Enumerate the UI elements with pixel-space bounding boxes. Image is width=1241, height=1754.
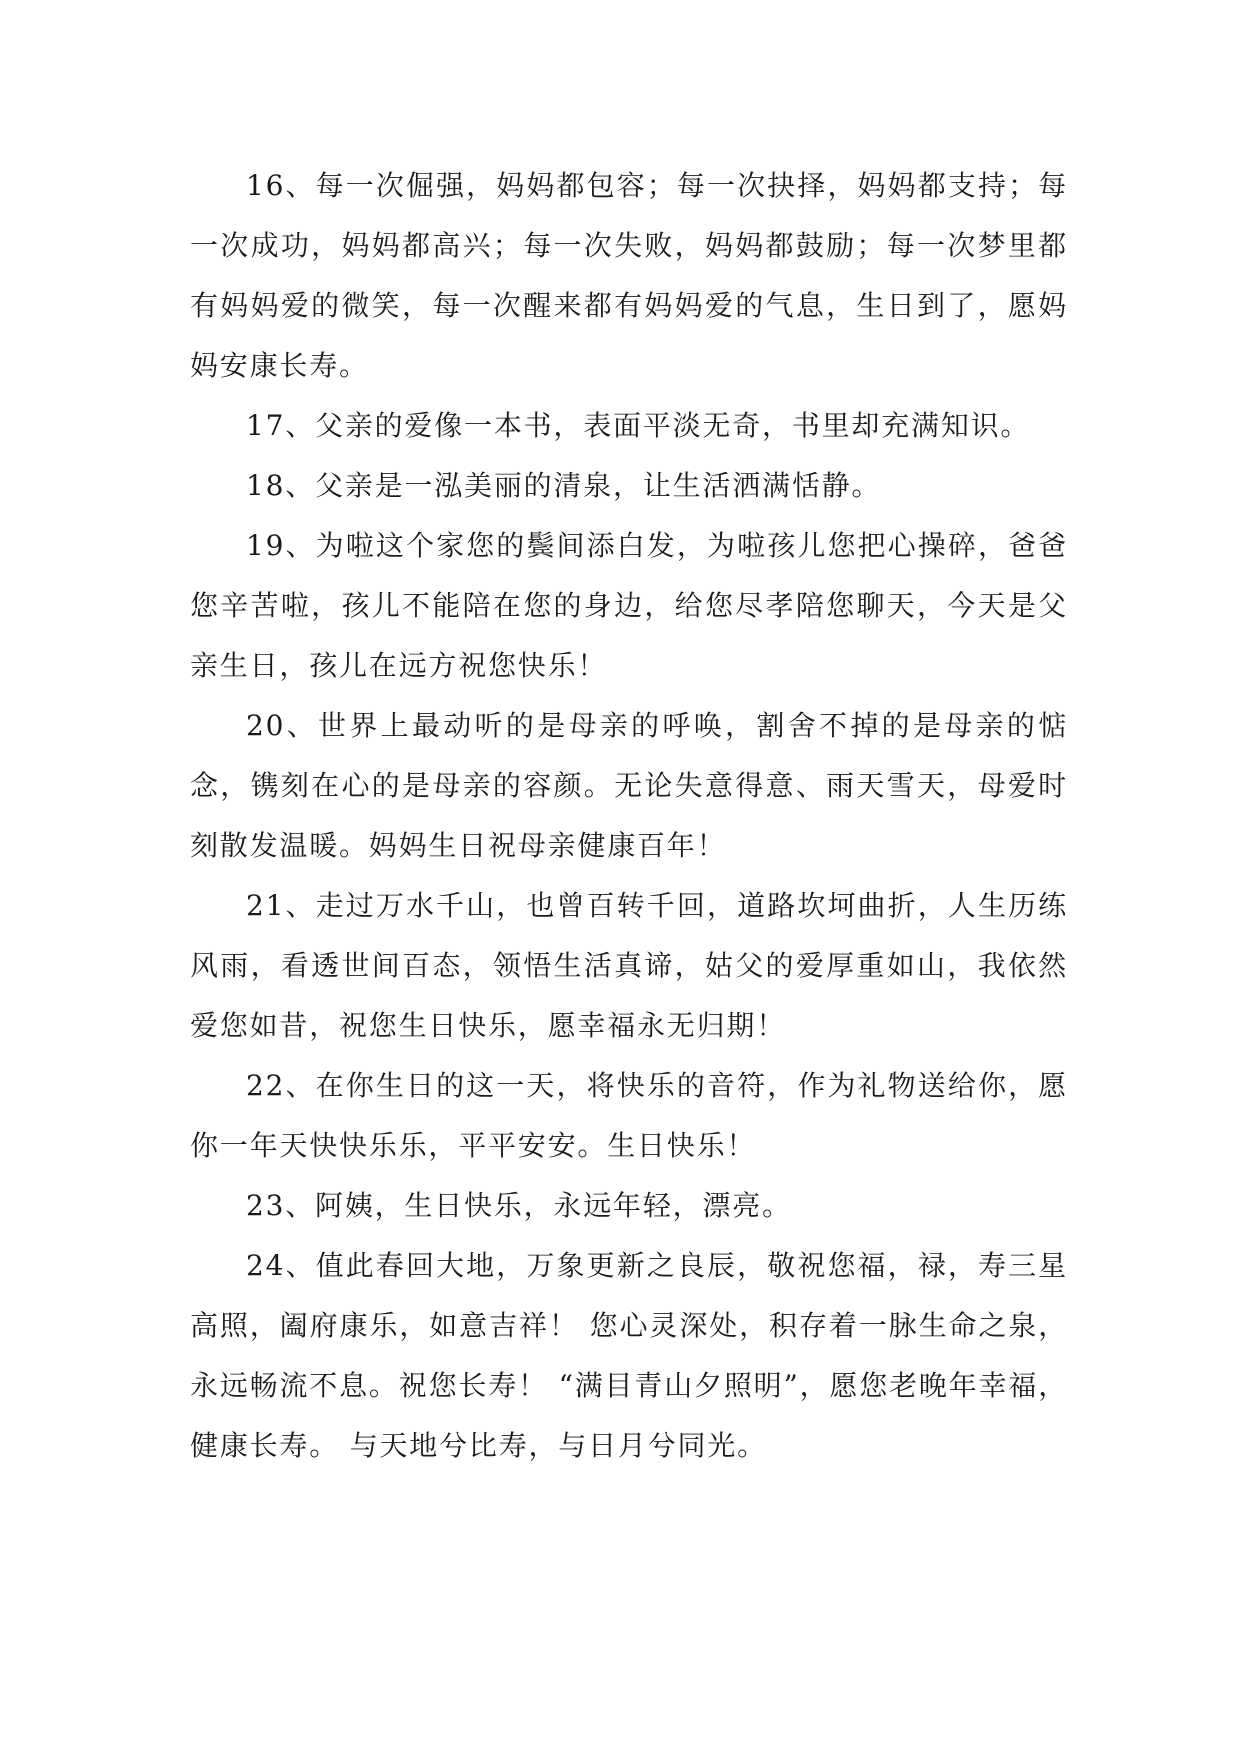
- document-body: [190, 156, 1068, 1476]
- paragraph-23: 23、阿姨，生日快乐，永远年轻，漂亮。: [246, 1189, 792, 1222]
- paragraph-19: 19、为啦这个家您的鬓间添白发，为啦孩儿您把心操碎，爸爸您辛苦啦，孩儿不能陪在您的身边，给您尽孝陪您聊天，今天是父亲生日，孩儿在远方祝您快乐！: [190, 529, 1068, 682]
- paragraph-16: 16、每一次倔强，妈妈都包容；每一次抉择，妈妈都支持；每一次成功，妈妈都高兴；每一次失败，妈妈都鼓励；每一次梦里都有妈妈爱的微笑，每一次醒来都有妈妈爱的气息，生日到了，愿妈妈安康长寿。: [190, 169, 1068, 382]
- paragraph-21: 21、走过万水千山，也曾百转千回，道路坎坷曲折，人生历练风雨，看透世间百态，领悟生活真谛，姑父的爱厚重如山，我依然爱您如昔，祝您生日快乐，愿幸福永无归期！: [190, 889, 1068, 1042]
- paragraph-17: 17、父亲的爱像一本书，表面平淡无奇，书里却充满知识。: [246, 409, 1031, 442]
- paragraph-24: 24、值此春回大地，万象更新之良辰，敬祝您福，禄，寿三星高照，阖府康乐，如意吉祥！ 您心灵深处，积存着一脉生命之泉，永远畅流不息。祝您长寿！ “满目青山夕照明”，愿您老晚年幸福，健康长寿。 与天地兮比寿，与日月兮同光。: [190, 1249, 1068, 1462]
- paragraph-22: 22、在你生日的这一天，将快乐的音符，作为礼物送给你，愿你一年天快快乐乐，平平安安。生日快乐！: [190, 1069, 1068, 1162]
- paragraph-18: 18、父亲是一泓美丽的清泉，让生活洒满恬静。: [246, 469, 882, 502]
- paragraph-20: 20、世界上最动听的是母亲的呼唤，割舍不掉的是母亲的惦念，镌刻在心的是母亲的容颜。无论失意得意、雨天雪天，母爱时刻散发温暖。妈妈生日祝母亲健康百年！: [190, 709, 1068, 862]
